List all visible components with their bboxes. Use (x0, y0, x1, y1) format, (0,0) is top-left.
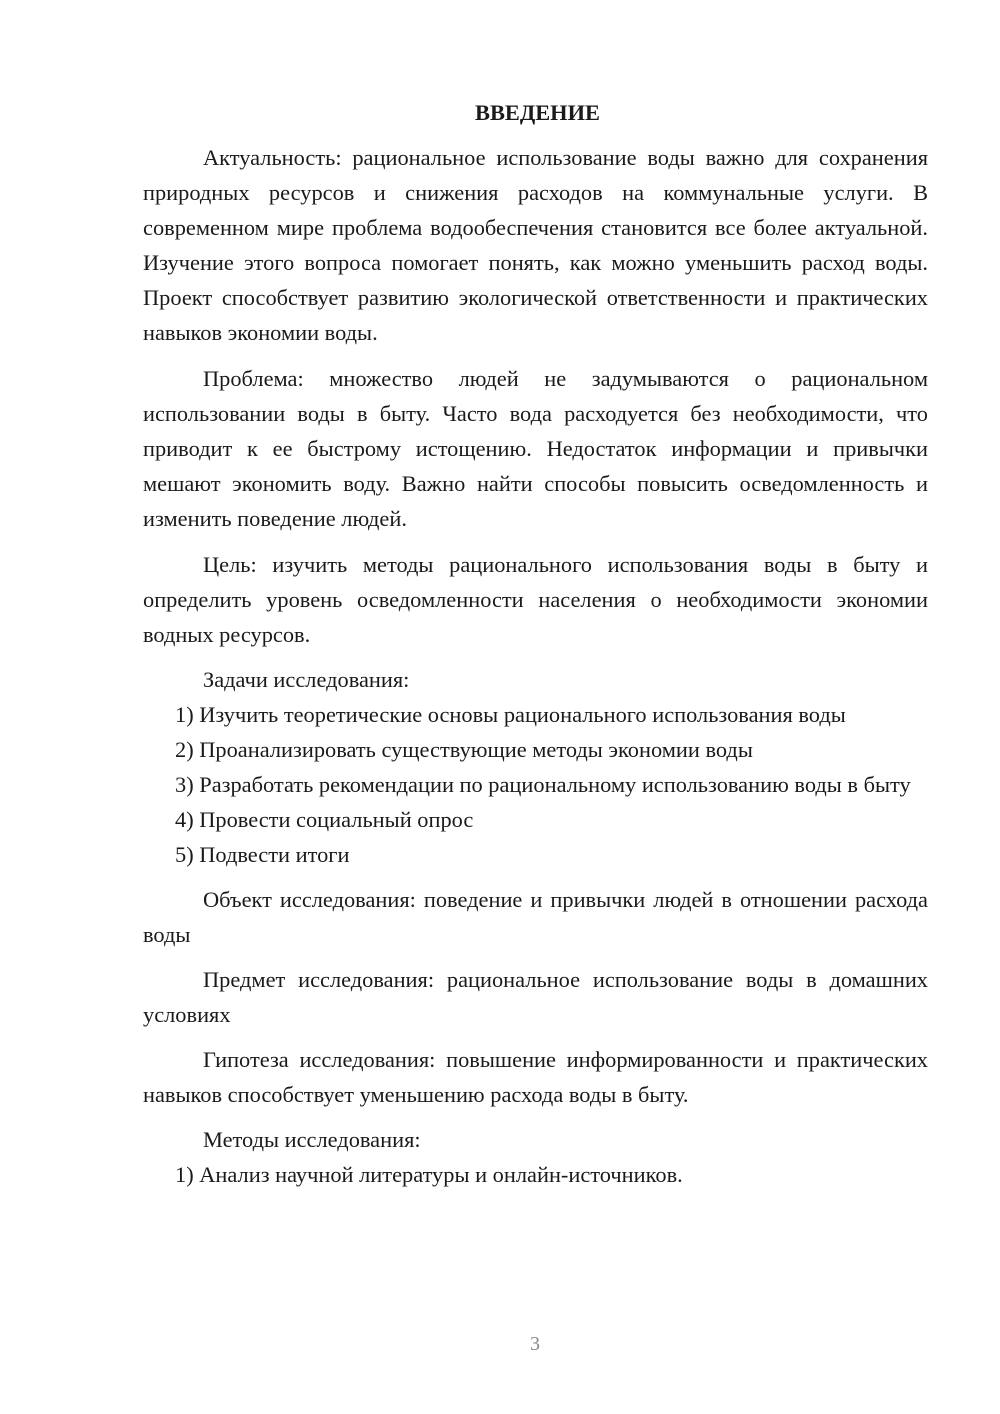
paragraph-hypothesis: Гипотеза исследования: повышение информированности и практических навыков способствует уменьшению расхода воды в быту. (143, 1047, 928, 1107)
paragraph-subject: Предмет исследования: рациональное использование воды в домашних условиях (143, 967, 928, 1027)
tasks-heading: Задачи исследования: (203, 667, 410, 692)
section-title: ВВЕДЕНИЕ (475, 100, 600, 125)
paragraph-problem: Проблема: множество людей не задумываются о рациональном использовании воды в быту. Часто вода расходуется без необходимости, что приводит к ее быстрому истощению. Недостаток информации и привычки мешают экономить воду. Важно найти способы повысить осведомленность и изменить поведение людей. (143, 366, 928, 531)
method-item-1: 1) Анализ научной литературы и онлайн-источников. (175, 1162, 683, 1187)
paragraph-object: Объект исследования: поведение и привычки людей в отношении расхода воды (143, 887, 928, 947)
task-item-4: 4) Провести социальный опрос (175, 807, 474, 832)
task-item-3: 3) Разработать рекомендации по рациональному использованию воды в быту (175, 772, 911, 797)
paragraph-relevance: Актуальность: рациональное использование воды важно для сохранения природных ресурсов и снижения расходов на коммунальные услуги. В современном мире проблема водообеспечения становится все более актуальной. Изучение этого вопроса помогает понять, как можно уменьшить расход воды. Проект способствует развитию экологической ответственности и практических навыков экономии воды. (143, 145, 928, 345)
task-item-1: 1) Изучить теоретические основы рационального использования воды (175, 702, 846, 727)
document-page (143, 95, 928, 1192)
task-item-5: 5) Подвести итоги (175, 842, 350, 867)
page-number: 3 (530, 1333, 540, 1355)
methods-heading: Методы исследования: (203, 1127, 421, 1152)
paragraph-goal: Цель: изучить методы рационального использования воды в быту и определить уровень осведомленности населения о необходимости экономии водных ресурсов. (143, 552, 928, 647)
task-item-2: 2) Проанализировать существующие методы экономии воды (175, 737, 753, 762)
